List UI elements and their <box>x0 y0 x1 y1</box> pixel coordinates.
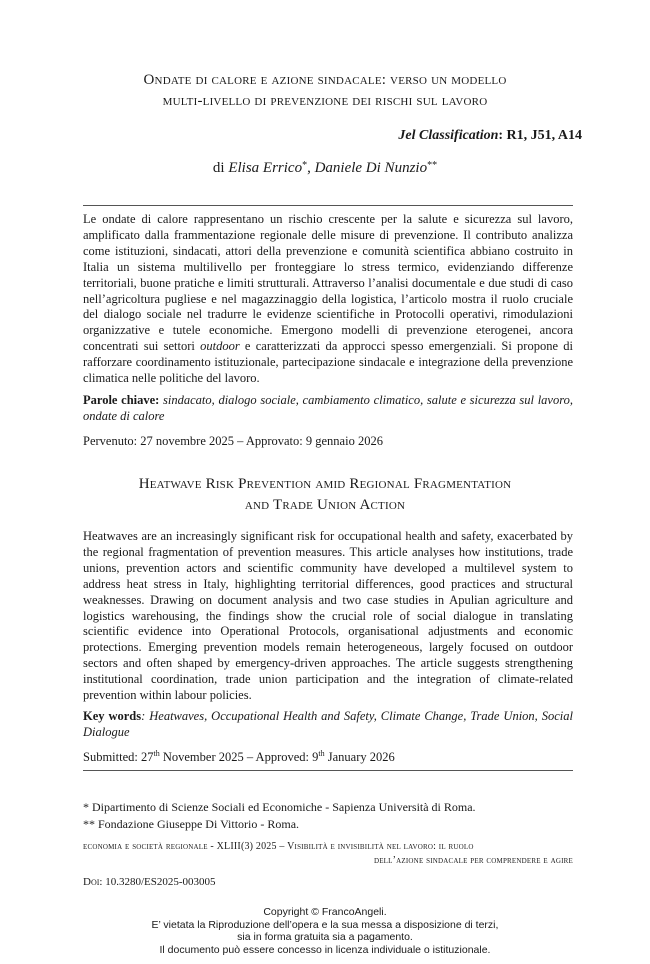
copyright-line-2: E’ vietata la Riproduzione dell’opera e la sua messa a disposizione di terzi, <box>151 918 499 931</box>
copyright-notice <box>0 906 650 956</box>
journal-line-2: dell’azione sindacale per comprendere e agire <box>373 855 573 866</box>
footnote-2: ** Fondazione Giuseppe Di Vittorio - Roma. <box>83 817 300 831</box>
italian-title-line-2: multi-livello di prevenzione dei rischi sul lavoro <box>162 93 488 109</box>
author-prefix: di <box>212 160 229 176</box>
italian-dates: Pervenuto: 27 novembre 2025 – Approvato: 9 gennaio 2026 <box>83 434 383 448</box>
italian-abstract-tail: e caratterizzati da approcci spesso emergenziali. Si propone di rafforzare coordinamento istituzionale, partecipazione sindacale e integrazione della prevenzione climatica nelle politiche del lavoro. <box>83 339 573 386</box>
jel-codes: : R1, J51, A14 <box>498 128 582 143</box>
italian-keywords-text: sindacato, dialogo sociale, cambiamento climatico, salute e sicurezza sul lavoro, ondate di calore <box>83 393 573 423</box>
english-keywords-text: : Heatwaves, Occupational Health and Safety, Climate Change, Trade Union, Social Dialogue <box>83 709 573 739</box>
author-1-mark: * <box>302 160 308 171</box>
author-1: Elisa Errico <box>228 160 303 176</box>
italian-keywords <box>83 393 573 425</box>
author-separator: , <box>307 160 315 176</box>
footnote-1: * Dipartimento di Scienze Sociali ed Economiche - Sapienza Università di Roma. <box>83 800 476 814</box>
copyright-line-1: Copyright © FrancoAngeli. <box>263 906 387 918</box>
italian-title-line-1: Ondate di calore e azione sindacale: verso un modello <box>143 72 507 88</box>
italian-title <box>60 70 590 112</box>
english-title-line-2: and Trade Union Action <box>244 497 406 513</box>
copyright-line-3: sia in forma gratuita sia a pagamento. <box>237 931 413 944</box>
english-keywords <box>83 709 573 741</box>
jel-classification <box>398 128 582 144</box>
divider-top <box>83 205 573 206</box>
english-abstract-text: Heatwaves are an increasingly significant risk for occupational health and safety, exacerbated by the regional fragmentation of prevention measures. This article analyses how institutions, trade unions, prevention actors and scientific community have developed a multilevel system to address heat stress in Italy, highlighting territorial differences, good practices and structural weaknesses. Drawing on document analysis and two case studies in Apulian agriculture and logistics warehousing, the findings show the crucial role of social dialogue in translating scientific evidence into Operational Protocols, organisational adjustments and economic protections. Emerging prevention models remain heterogeneous, largely focused on outdoor sectors and often shaped by emergency-driven approaches. The article suggests strengthening institutional coordination, trade union participation and the integration of climate-related prevention within labour policies. <box>83 529 573 703</box>
journal-line-1: economia e società regionale - XLIII(3) 2025 – Visibilità e invisibilità nel lavoro: il ruolo <box>83 841 474 852</box>
english-date-sup-2: th <box>318 749 325 758</box>
italian-abstract-emphasis: outdoor <box>200 339 240 354</box>
italian-keywords-label: Parole chiave: <box>83 393 160 407</box>
journal-reference <box>83 840 573 868</box>
english-date-sup-1: th <box>153 749 160 758</box>
copyright-line-4: Il documento può essere concesso in licenza individuale o istituzionale. <box>159 943 491 956</box>
divider-bottom <box>83 770 573 771</box>
author-line <box>0 160 650 177</box>
english-date-part-3: January 2026 <box>324 750 395 765</box>
author-2-mark: ** <box>427 160 438 171</box>
author-2: Daniele Di Nunzio <box>314 160 428 176</box>
jel-label: Jel Classification <box>398 128 499 143</box>
italian-abstract <box>83 212 573 387</box>
english-title <box>60 474 590 516</box>
english-date-part-2: November 2025 – Approved: 9 <box>159 750 319 765</box>
english-keywords-label: Key words <box>83 709 142 723</box>
english-date-part-1: Submitted: 27 <box>83 750 154 765</box>
english-dates <box>83 749 395 765</box>
doi: Doi: 10.3280/ES2025-003005 <box>83 876 216 888</box>
english-title-line-1: Heatwave Risk Prevention amid Regional Fragmentation <box>138 476 512 492</box>
english-abstract <box>83 529 573 704</box>
italian-abstract-text: Le ondate di calore rappresentano un rischio crescente per la salute e sicurezza sul lavoro, amplificato dalla frammentazione regionale delle misure di prevenzione. Il contributo analizza come istituzioni, sindacati, attori della prevenzione e comunità scientifica abbiano costruito in Italia un sistema multilivello per fronteggiare lo stress termico, evidenziando differenze territoriali, buone pratiche e limiti strutturali. Attraverso l’analisi documentale e due studi di caso nell’agricoltura pugliese e nel magazzinaggio della logistica, l’articolo mostra il ruolo cruciale del dialogo sociale nel tradurre le evidenze scientifiche in Protocolli operativi, rimodulazioni organizzative e tutele economiche. Emergono modelli di prevenzione eterogenei, ancora concentrati sui settori <box>83 212 573 354</box>
